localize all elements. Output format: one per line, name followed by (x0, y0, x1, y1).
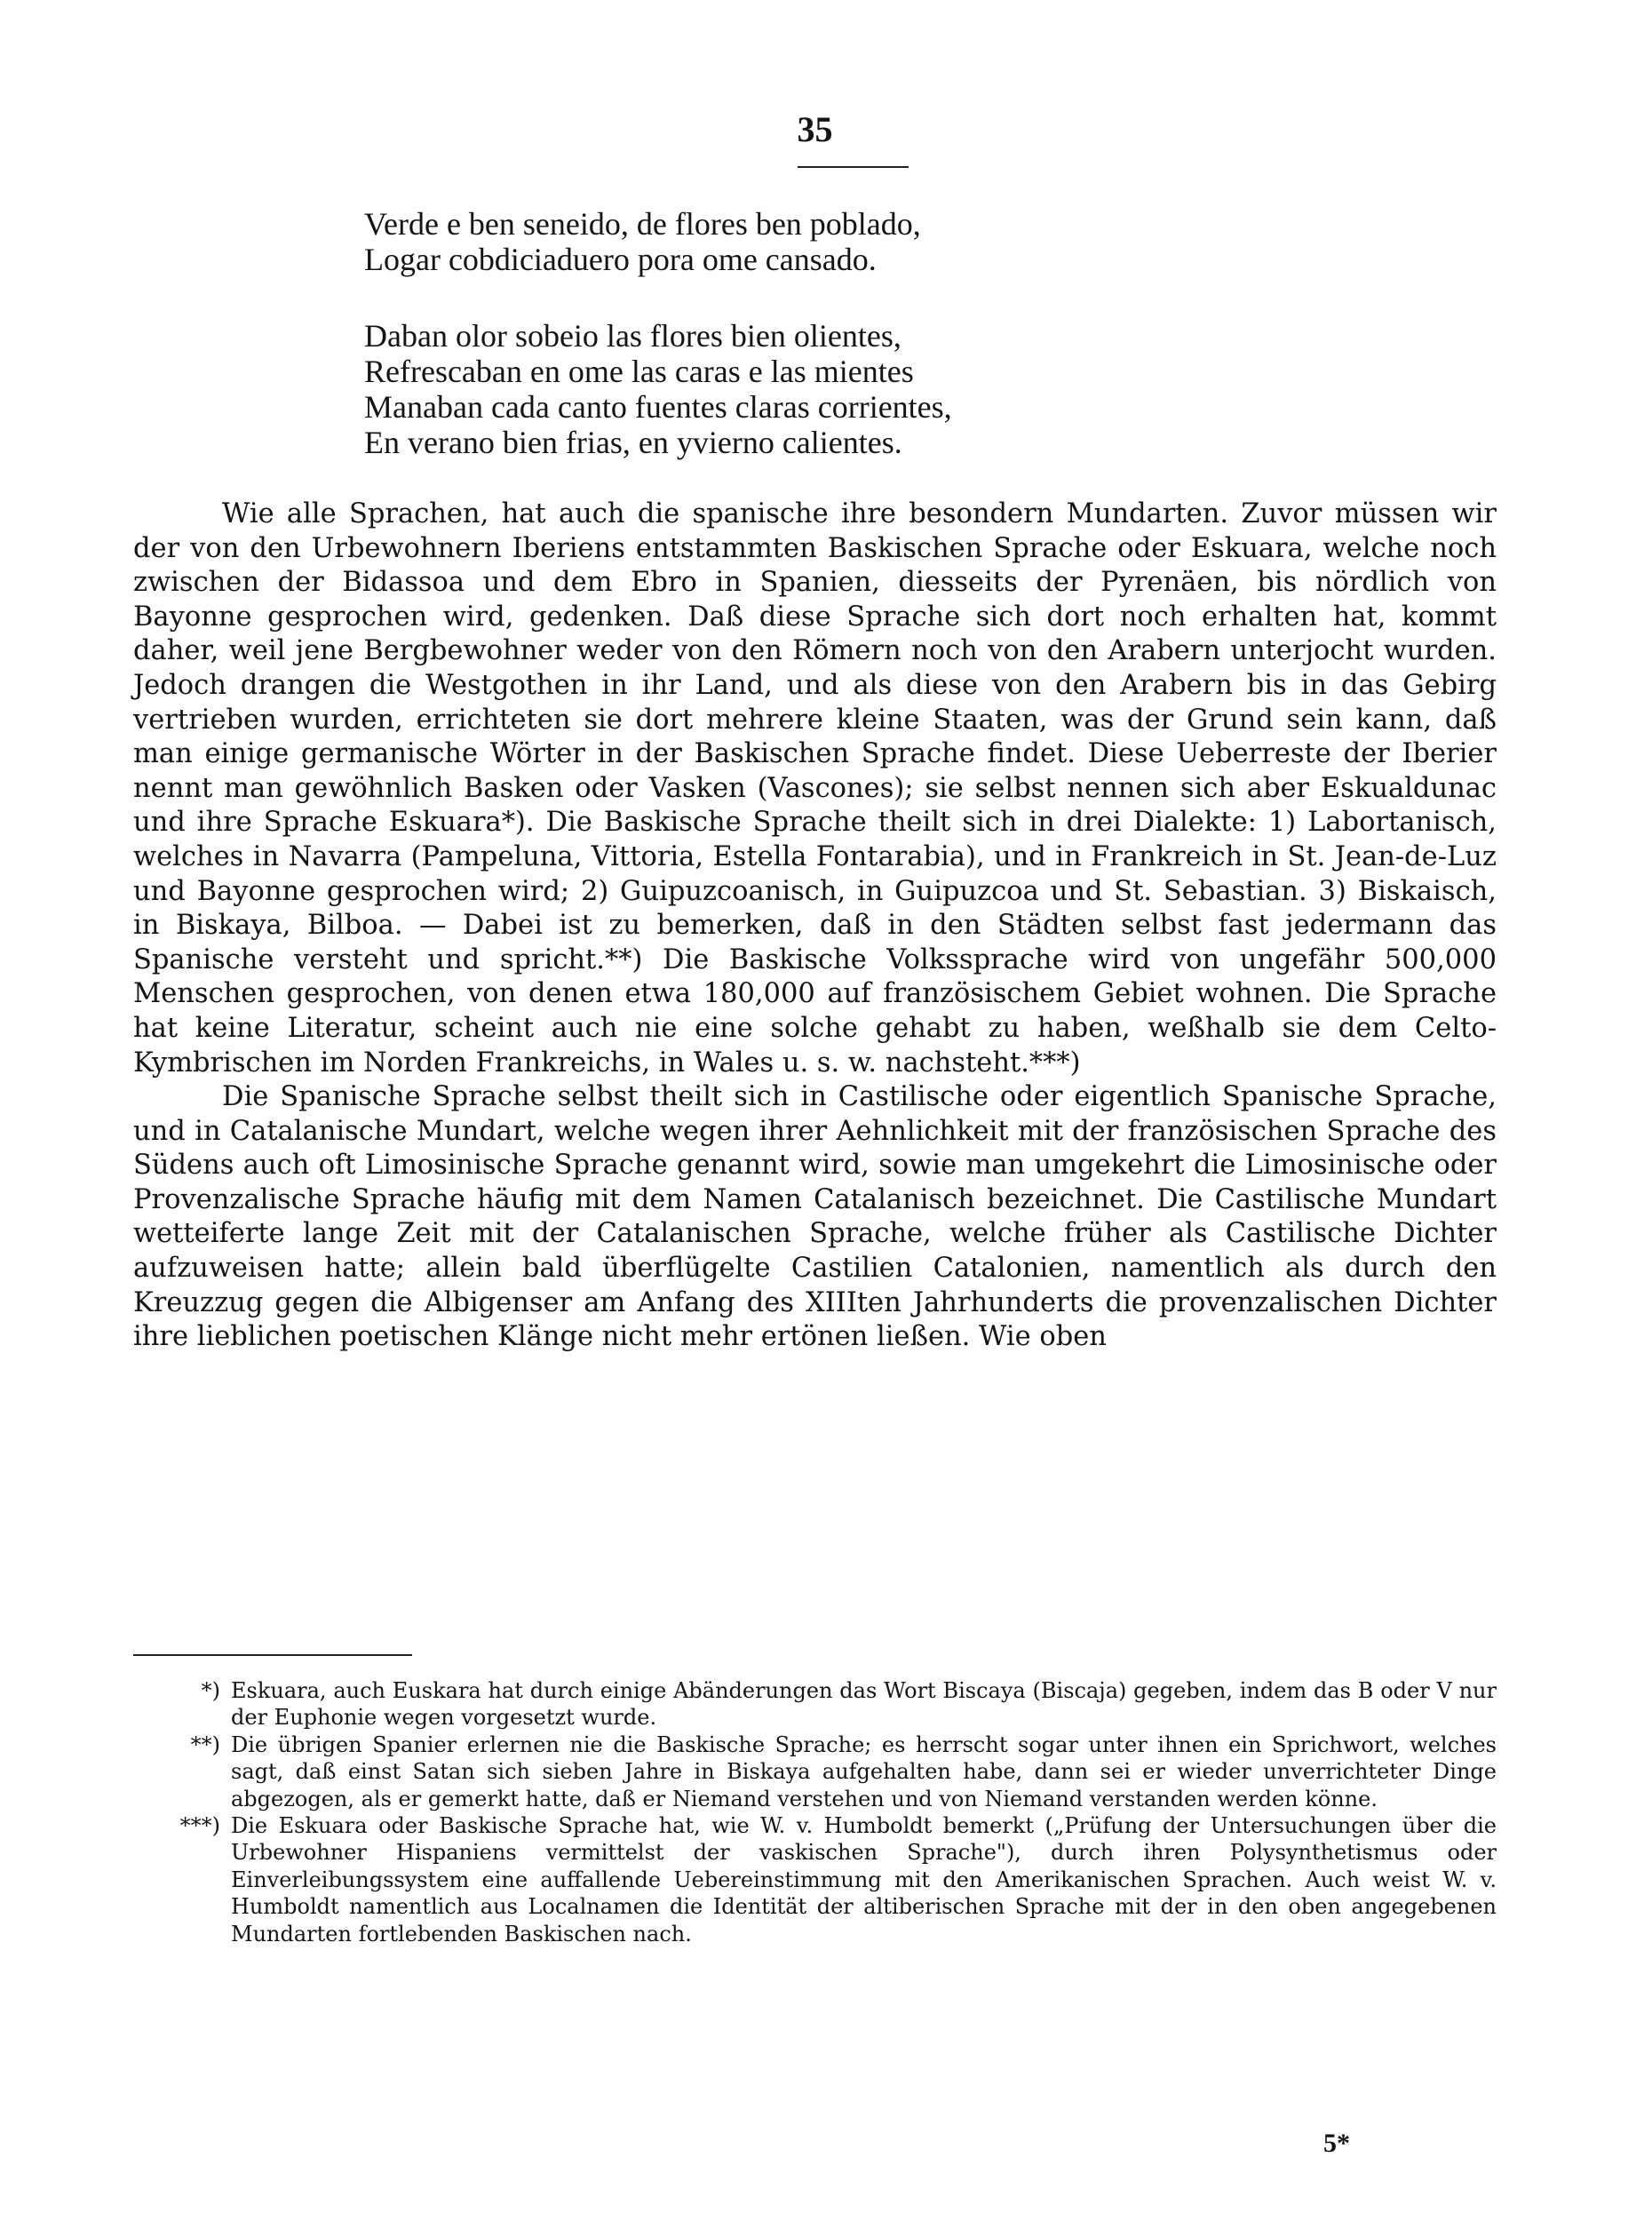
book-page (133, 0, 1497, 2229)
header-rule (798, 166, 909, 168)
footnote-rule (133, 1654, 412, 1656)
paragraph-dialects: Wie alle Sprachen, hat auch die spanische ihre besondern Mundarten. Zuvor müssen wir der von den Urbewohnern Iberiens entstammten Baskischen Sprache oder Eskuara, welche noch zwischen der Bidassoa und dem Ebro in Spanien, diesseits der Pyrenäen, bis nördlich von Bayonne gesprochen wird, gedenken. Daß diese Sprache sich dort noch erhalten hat, kommt daher, weil jene Bergbewohner weder von den Römern noch von den Arabern unterjocht wurden. Jedoch drangen die Westgothen in ihr Land, und als diese von den Arabern bis in das Gebirg vertrieben wurden, errichteten sie dort mehrere kleine Staaten, was der Grund sein kann, daß man einige germanische Wörter in der Baskischen Sprache findet. Diese Ueberreste der Iberier nennt man gewöhnlich Basken oder Vasken (Vascones); sie selbst nennen sich aber Eskualdunac und ihre Sprache Eskuara*). Die Baskische Sprache theilt sich in drei Dialekte: 1) Labortanisch, welches in Navarra (Pampeluna, Vittoria, Estella Fontarabia), und in Frankreich in St. Jean-de-Luz und Bayonne gesprochen wird; 2) Guipuzcoanisch, in Guipuzcoa und St. Sebastian. 3) Biskaisch, in Biskaya, Bilboa. — Dabei ist zu bemerken, daß in den Städten selbst fast jedermann das Spanische versteht und spricht.**) Die Baskische Volkssprache wird von ungefähr 500,000 Menschen gesprochen, von denen etwa 180,000 auf französischem Gebiet wohnen. Die Sprache hat keine Literatur, scheint auch nie eine solche gehabt zu haben, weßhalb sie dem Celto-Kymbrischen im Norden Frankreichs, in Wales u. s. w. nachsteht.***) (133, 498, 1497, 1079)
verse-line: Manaban cada canto fuentes claras corrientes, (364, 389, 952, 425)
footnote-marker: ***) (179, 1813, 220, 1839)
verse-line: En verano bien frias, en yvierno calientes. (364, 425, 902, 460)
footnote-text: Eskuara, auch Euskara hat durch einige Abänderungen das Wort Biscaya (Biscaja) gegeben, indem das B oder V nur der Euphonie wegen vorgesetzt wurde. (231, 1678, 1497, 1731)
footnote-marker: **) (190, 1731, 220, 1757)
footnote-1 (133, 1677, 1497, 1731)
page-number: 35 (797, 109, 833, 149)
verse-line: Logar cobdiciaduero pora ome cansado. (364, 242, 877, 277)
verse-line: Refrescaban en ome las caras e las mientes (364, 354, 914, 389)
footnote-text: Die Eskuara oder Baskische Sprache hat, wie W. v. Humboldt bemerkt („Prüfung der Untersuchungen über die Urbewohner Hispaniens vermittelst der vaskischen Sprache"), durch ihren Polysynthetismus oder Einverleibungssystem eine auffallende Uebereinstimmung mit den Amerikanischen Sprachen. Auch weist W. v. Humboldt namentlich aus Localnamen die Identität der altiberischen Sprache mit der in den oben angegebenen Mundarten fortlebenden Baskischen nach. (231, 1813, 1497, 1946)
footnote-text: Die übrigen Spanier erlernen nie die Baskische Sprache; es herrscht sogar unter ihnen ein Sprichwort, welches sagt, daß einst Satan sich sieben Jahre in Biskaya aufgehalten habe, dann sei er wieder unverrichteter Dinge abgezogen, als er gemerkt hatte, daß er Niemand verstehen und von Niemand verstanden werden könne. (231, 1731, 1497, 1811)
body-text (133, 498, 1497, 1355)
footnote-marker: *) (201, 1678, 220, 1703)
verse-line: Verde e ben seneido, de flores ben poblado, (364, 206, 921, 242)
signature-mark: 5* (1323, 2129, 1350, 2158)
footnote-3 (133, 1812, 1497, 1947)
paragraph-castilian: Die Spanische Sprache selbst theilt sich in Castilische oder eigentlich Spanische Sprache, und in Catalanische Mundart, welche wegen ihrer Aehnlichkeit mit der französischen Sprache des Südens auch oft Limosinische Sprache genannt wird, sowie man umgekehrt die Limosinische oder Provenzalische Sprache häufig mit dem Namen Catalanisch bezeichnet. Die Castilische Mundart wetteiferte lange Zeit mit der Catalanischen Sprache, welche früher als Castilische Dichter aufzuweisen hatte; allein bald überflügelte Castilien Catalonien, namentlich als durch den Kreuzzug gegen die Albigenser am Anfang des XIIIten Jahrhunderts die provenzalischen Dichter ihre lieblichen poetischen Klänge nicht mehr ertönen ließen. Wie oben (133, 1081, 1497, 1353)
verse-stanza-2 (364, 318, 1252, 460)
footnote-2 (133, 1731, 1497, 1812)
footnotes (133, 1677, 1497, 1947)
verse-line: Daban olor sobeio las flores bien olientes, (364, 318, 901, 354)
verse-stanza-1 (364, 206, 1252, 277)
